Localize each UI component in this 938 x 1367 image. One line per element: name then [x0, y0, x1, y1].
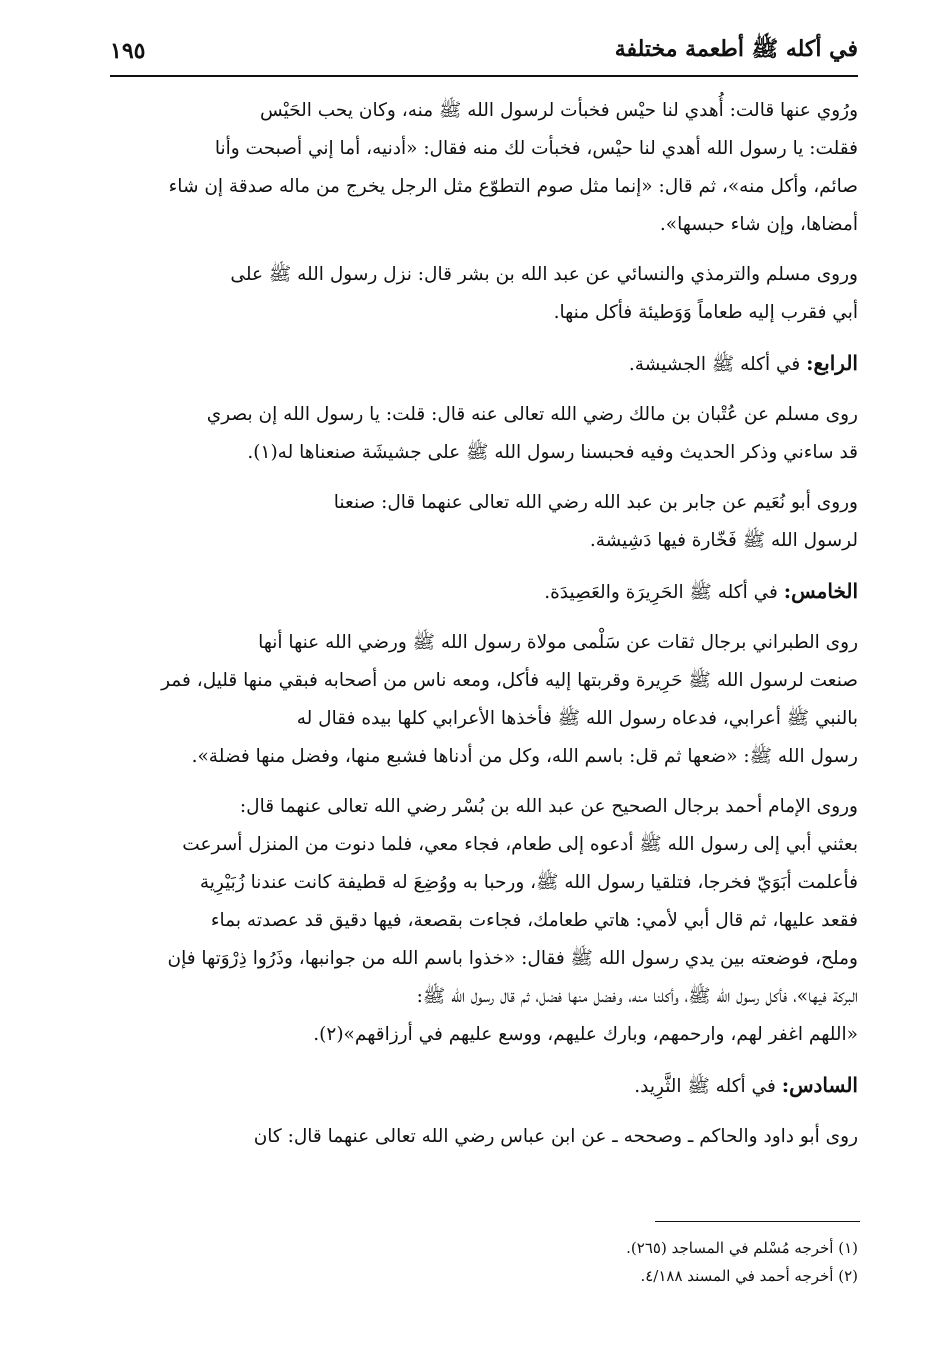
section-heading-5 [115, 572, 858, 612]
text-line: فقعد عليها، ثم قال أبي لأمي: هاتي طعامك، فجاءت بقصعة، فيها دقيق قد عصدته بماء [210, 910, 858, 931]
text-line: وروى أبو نُعَيم عن جابر بن عبد الله رضي الله تعالى عنهما قال: صنعنا [333, 492, 858, 513]
text-line: أمضاها، وإن شاء حبسها». [659, 214, 858, 235]
text-line: روى أبو داود والحاكم ـ وصححه ـ عن ابن عباس رضي الله تعالى عنهما قال: كان [253, 1126, 858, 1147]
text-line: بالنبي ﷺ أعرابي، فدعاه رسول الله ﷺ فأخذها الأعرابي كلها بيده فقال له [296, 708, 858, 729]
text-line: ورُوي عنها قالت: أُهدي لنا حيْس فخبأت لرسول الله ﷺ منه، وكان يحب الحَيْس [260, 100, 858, 121]
page-body [115, 92, 858, 1168]
paragraph [115, 1118, 858, 1156]
footnote-1: (١) أخرجه مُسْلم في المساجد (٢٦٥). [626, 1239, 858, 1257]
text-line: صنعت لرسول الله ﷺ حَرِيرة وقربتها إليه فأكل، ومعه ناس من أصحابه فبقي منها قليل، فمر [161, 670, 858, 691]
text-line: وروى الإمام أحمد برجال الصحيح عن عبد الله بن بُسْر رضي الله تعالى عنهما قال: [239, 796, 858, 817]
page-number: ١٩٥ [110, 38, 146, 64]
text-line: فقلت: يا رسول الله أهدي لنا حيْس، فخبأت لك منه فقال: «أدنيه، أما إني أصبحت وأنا [214, 138, 858, 159]
text-line: وروى مسلم والترمذي والنسائي عن عبد الله بن بشر قال: نزل رسول الله ﷺ على [230, 264, 858, 285]
text-line: بعثني أبي إلى رسول الله ﷺ أدعوه إلى طعام، فجاء معي، فلما دنوت من المنزل أسرعت [182, 834, 858, 855]
section-heading-text: في أكله ﷺ الجشيشة. [628, 354, 807, 375]
header-title: في أكله ﷺ أطعمة مختلفة [614, 36, 858, 62]
running-header [110, 30, 858, 72]
section-heading-6 [115, 1066, 858, 1106]
footnotes [400, 1234, 858, 1290]
paragraph [115, 92, 858, 244]
section-heading-4 [115, 344, 858, 384]
paragraph [115, 396, 858, 472]
footnote-rule [655, 1221, 860, 1222]
paragraph [115, 484, 858, 560]
section-heading-key: السادس: [781, 1073, 858, 1097]
text-line: روى الطبراني برجال ثقات عن سَلْمى مولاة رسول الله ﷺ ورضي الله عنها أنها [258, 632, 858, 653]
section-heading-text: في أكله ﷺ الحَرِيرَة والعَصِيدَة. [544, 582, 784, 603]
section-heading-text: في أكله ﷺ الثَّرِيد. [634, 1076, 782, 1097]
header-rule [110, 75, 858, 77]
text-line: فأعلمت أبَوَيّ فخرجا، فتلقيا رسول الله ﷺ، ورحبا به ووُضِعَ له قطيفة كانت عندنا زُبَيْرِية [199, 872, 858, 893]
paragraph [115, 624, 858, 776]
paragraph [115, 256, 858, 332]
text-line: صائم، وأكل منه»، ثم قال: «إنما مثل صوم التطوّع مثل الرجل يخرج من ماله صدقة إن شاء [168, 176, 858, 197]
text-line: وملح، فوضعته بين يدي رسول الله ﷺ فقال: «خذوا باسم الله من جوانبها، وذَرُوا ذِرْوَتها فإن [167, 948, 858, 969]
section-heading-key: الخامس: [783, 579, 858, 603]
text-line: رسول الله ﷺ: «ضعها ثم قل: باسم الله، وكل من أدناها فشبع منها، وفضل منها فضلة». [191, 746, 858, 767]
text-line: «اللهم اغفر لهم، وارحمهم، وبارك عليهم، ووسع عليهم في أرزاقهم»(٢). [313, 1024, 858, 1045]
text-line: قد ساءني وذكر الحديث وفيه فحبسنا رسول الله ﷺ على جشيشَة صنعناها له(١). [247, 442, 858, 463]
text-line: البركة فيها»، فأكل رسول الله ﷺ، وأكلنا منه، وفضل منها فضل، ثم قال رسول الله ﷺ: [416, 986, 858, 1007]
text-line: أبي فقرب إليه طعاماً وَوَطيئة فأكل منها. [553, 302, 858, 323]
text-line: روى مسلم عن عُتْبان بن مالك رضي الله تعالى عنه قال: قلت: يا رسول الله إن بصري [206, 404, 858, 425]
footnote-2: (٢) أخرجه أحمد في المسند ٤/١٨٨. [640, 1267, 858, 1285]
paragraph [115, 788, 858, 1054]
section-heading-key: الرابع: [806, 351, 858, 375]
text-line: لرسول الله ﷺ فَخّارة فيها دَشِيشة. [589, 530, 858, 551]
